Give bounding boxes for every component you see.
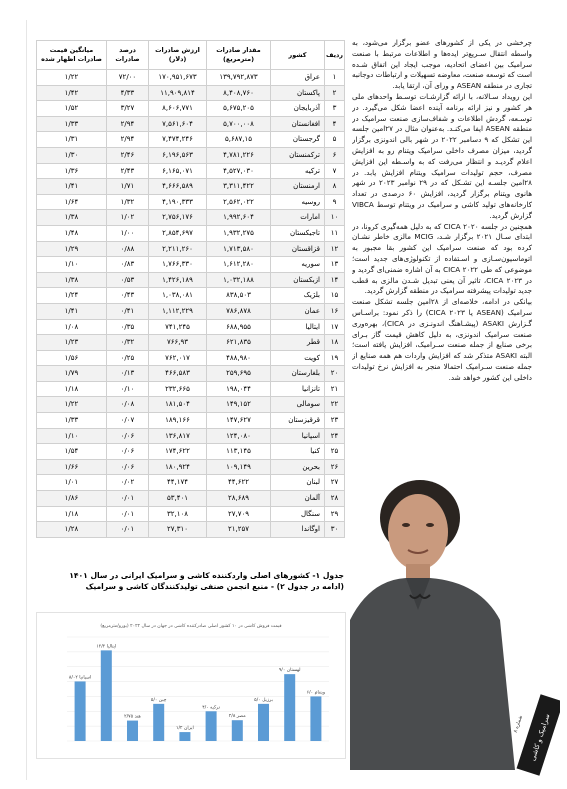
- table-row: [37, 366, 345, 382]
- article-paragraph: این رویداد سـالانه، با ارائه گزارشـات توسـط واحدهای ملی هر کشور و نیز ارائه برنامه آینده اعضا شکل می‌گیرد. در توسـعه، گردش اطلاعات و شفاف‌سازی صنعت سرامیک در منطقه ASEAN ایفا می‌کنـد. به‌عنوان مثال در ۲۷امین جلسه این تشکل که ۹ دسامبر ۲۰۲۲ در شهر بالی اندونزی برگزار گردید، میزان مصرف داخلی سرامیک ویتنام رو به افزایش اعلام گردیـد و انتظار می‌رفت که به واسـطه این افزایش مصرف، حجم تولیدات سرامیک ویتنام افزایش یابد. در ۲۸امین جلسـه این تشـکل که در ۲۹ نوامبر ۲۰۲۳ در شهر هانوی ویتنام برگزار گردید، افزایش ۶۰ درصدی در تعداد کارخانه‌های تولید کاشی و سرامیک در ویتنام توسط VIBCA گزارش گردید.: [352, 91, 532, 220]
- cell-rank: ۴: [325, 116, 345, 132]
- issue-number: شماره ۸: [512, 714, 524, 734]
- cell-value: ۷,۴۷۴,۲۴۶: [149, 132, 207, 148]
- cell-quantity: ۷۸۶,۸۷۸: [207, 303, 271, 319]
- cell-avg-price: ۱/۴۲: [37, 85, 107, 101]
- cell-value: ۴۴,۱۷۴: [149, 475, 207, 491]
- cell-value: ۴,۶۶۶,۵۸۹: [149, 179, 207, 195]
- cell-percent: ۳/۲۷: [107, 101, 149, 117]
- table-row: [37, 459, 345, 475]
- table-row: [37, 179, 345, 195]
- cell-percent: ۷۲/۰۰: [107, 70, 149, 86]
- cell-value: ۲۳۲,۶۶۵: [149, 381, 207, 397]
- cell-quantity: ۱,۰۳۲,۱۸۸: [207, 272, 271, 288]
- cell-value: ۱۷۴,۶۲۲: [149, 444, 207, 460]
- table-caption: [36, 570, 344, 592]
- cell-avg-price: ۱/۰۸: [37, 319, 107, 335]
- cell-percent: ۰/۱۳: [107, 366, 149, 382]
- cell-percent: ۰/۰۸: [107, 397, 149, 413]
- table-header-row: [37, 41, 345, 70]
- cell-rank: ۲۵: [325, 444, 345, 460]
- header-value: ارزش صادرات (دلار): [149, 41, 207, 70]
- cell-quantity: ۵,۷۰۰,۰۰۸: [207, 116, 271, 132]
- cell-avg-price: ۱/۲۹: [37, 241, 107, 257]
- chart-bar: [179, 732, 190, 741]
- cell-country: ایتالیا: [271, 319, 325, 335]
- chart-bar: [310, 696, 321, 741]
- cell-avg-price: ۱/۱۰: [37, 257, 107, 273]
- cell-percent: ۰/۰۶: [107, 428, 149, 444]
- cell-rank: ۹: [325, 194, 345, 210]
- article-paragraph: بیانکی در ادامه، خلاصه‌ای از ۲۸امین جلسه تشکل صنعت سرامیک (ASEAN یا ۲۰۲۳ CICA) را ذکر نمود: براسـاس گـزارش ASAKI (پیشـاهنگ اندونـزی در CICA)، بهره‌وری صنعت سرامیک اندونزی، به دلیل کاهش قیمت گاز بـرای برخی صنایع از جمله صنعت سـرامیک، افزایش یافته است؛ البته ASAKI متذکر شد که افزایش واردات هم همه صنایع از جمله صنعت سـرامیک احتمالا منجر به افزایش نرخ تولیدات داخلی این کشور خواهد شد.: [352, 297, 532, 382]
- cell-percent: ۰/۳۵: [107, 319, 149, 335]
- cell-avg-price: ۱/۴۱: [37, 303, 107, 319]
- cell-country: اوگاندا: [271, 522, 325, 538]
- cell-rank: ۶: [325, 147, 345, 163]
- cell-percent: ۰/۰۶: [107, 459, 149, 475]
- cell-percent: ۲/۴۳: [107, 163, 149, 179]
- cell-rank: ۱۹: [325, 350, 345, 366]
- cell-quantity: ۱,۶۱۲,۲۸۰: [207, 257, 271, 273]
- cell-country: تاجیکستان: [271, 225, 325, 241]
- cell-percent: ۰/۵۳: [107, 272, 149, 288]
- cell-country: عمان: [271, 303, 325, 319]
- cell-percent: ۰/۰۲: [107, 475, 149, 491]
- logo-text: سرامیک و کاشی: [528, 712, 552, 762]
- cell-rank: ۲۱: [325, 381, 345, 397]
- cell-rank: ۲۷: [325, 475, 345, 491]
- cell-rank: ۱۵: [325, 288, 345, 304]
- cell-percent: ۰/۰۱: [107, 522, 149, 538]
- cell-quantity: ۴۴,۶۲۲: [207, 475, 271, 491]
- cell-rank: ۲۸: [325, 491, 345, 507]
- cell-value: ۶,۱۹۶,۵۶۳: [149, 147, 207, 163]
- chart-title: قیمت فروش کاشی در ۱۰ کشور اصلی صادرکننده کاشی در جهان در سال ۲۰۲۲ (یورو/مترمربع): [100, 624, 282, 629]
- cell-country: افغانستان: [271, 116, 325, 132]
- cell-avg-price: ۱/۳۳: [37, 116, 107, 132]
- cell-country: آلمان: [271, 491, 325, 507]
- cell-rank: ۲۴: [325, 428, 345, 444]
- cell-quantity: ۴,۷۸۱,۲۲۶: [207, 147, 271, 163]
- cell-quantity: ۶۸۸,۹۵۵: [207, 319, 271, 335]
- cell-value: ۱,۱۱۲,۲۲۹: [149, 303, 207, 319]
- cell-rank: ۲۰: [325, 366, 345, 382]
- cell-quantity: ۸۳۸,۵۰۳: [207, 288, 271, 304]
- table-row: [37, 70, 345, 86]
- cell-country: پاکستان: [271, 85, 325, 101]
- cell-value: ۶,۱۶۵,۰۷۱: [149, 163, 207, 179]
- cell-percent: ۱/۰۰: [107, 225, 149, 241]
- cell-country: لبنان: [271, 475, 325, 491]
- chart-data-label: ایران ۱/۲: [176, 726, 194, 732]
- chart-bar: [232, 720, 243, 741]
- table-row: [37, 444, 345, 460]
- cell-rank: ۲۲: [325, 397, 345, 413]
- header-avg-price: میانگین قیمت صادرات اظهار شده: [37, 41, 107, 70]
- table-row: [37, 241, 345, 257]
- cell-quantity: ۱۰۹,۱۴۹: [207, 459, 271, 475]
- cell-avg-price: ۱/۱۰: [37, 428, 107, 444]
- chart-bar: [127, 721, 138, 741]
- cell-quantity: ۱۳۹,۷۹۲,۸۷۳: [207, 70, 271, 86]
- table-row: [37, 506, 345, 522]
- cell-value: ۷۴۱,۲۴۵: [149, 319, 207, 335]
- cell-avg-price: ۱/۳۶: [37, 163, 107, 179]
- cell-country: روسیه: [271, 194, 325, 210]
- cell-percent: ۰/۰۱: [107, 491, 149, 507]
- cell-value: ۷۶۶,۹۳: [149, 335, 207, 351]
- cell-percent: ۰/۴۱: [107, 303, 149, 319]
- cell-quantity: ۱۱۳,۱۴۵: [207, 444, 271, 460]
- article-body: [352, 38, 532, 538]
- article-paragraph: چرخشی در یکی از کشورهای عضو برگزار می‌شود، به واسطه انتقال سـریع‌تر ایده‌ها و اطلاعات مرتبط با صنعت سرامیک بین اعضای اتحادیه، موجب ایجاد این اتفاق شـده است که توسعه صنعت، معاوضه تسهیلات و ارتباطات دوجانبه تجاری در منطقه ASEAN و ورای آن، ارتقا یابد.: [352, 38, 532, 91]
- price-chart: [36, 612, 346, 759]
- chart-data-label: ترکیه ۴/۰: [202, 705, 220, 711]
- export-table: [36, 40, 345, 538]
- table-row: [37, 225, 345, 241]
- cell-value: ۲,۷۵۶,۱۷۶: [149, 210, 207, 226]
- cell-avg-price: ۱/۲۳: [37, 335, 107, 351]
- cell-quantity: ۲۵۹,۶۹۵: [207, 366, 271, 382]
- cell-rank: ۲۳: [325, 413, 345, 429]
- table-row: [37, 397, 345, 413]
- cell-avg-price: ۱/۸۶: [37, 491, 107, 507]
- cell-percent: ۰/۲۵: [107, 350, 149, 366]
- cell-country: سنگال: [271, 506, 325, 522]
- header-rank: ردیف: [325, 41, 345, 70]
- cell-avg-price: ۱/۱۸: [37, 506, 107, 522]
- cell-quantity: ۴,۵۲۷,۰۳۰: [207, 163, 271, 179]
- cell-quantity: ۲۷,۷۰۹: [207, 506, 271, 522]
- cell-percent: ۰/۳۲: [107, 335, 149, 351]
- header-country: کشور: [271, 41, 325, 70]
- cell-avg-price: ۱/۲۲: [37, 70, 107, 86]
- cell-rank: ۸: [325, 179, 345, 195]
- chart-data-label: هند ۲/۷۵: [124, 714, 141, 720]
- cell-rank: ۲۹: [325, 506, 345, 522]
- cell-country: سومالی: [271, 397, 325, 413]
- cell-quantity: ۲۱,۲۵۷: [207, 522, 271, 538]
- export-table-container: [36, 40, 344, 538]
- cell-percent: ۰/۰۶: [107, 444, 149, 460]
- cell-country: گرجستان: [271, 132, 325, 148]
- cell-percent: ۰/۸۳: [107, 257, 149, 273]
- table-row: [37, 210, 345, 226]
- table-row: [37, 288, 345, 304]
- chart-data-label: چین ۵/۰: [150, 697, 167, 703]
- cell-avg-price: ۱/۴۱: [37, 179, 107, 195]
- header-percent: درصد صادرات: [107, 41, 149, 70]
- table-row: [37, 147, 345, 163]
- cell-value: ۱۱,۹۰۹,۸۱۴: [149, 85, 207, 101]
- cell-country: کنیا: [271, 444, 325, 460]
- cell-rank: ۱۱: [325, 225, 345, 241]
- chart-data-label: برزیل ۵/۰: [254, 697, 273, 703]
- cell-quantity: ۱,۷۱۳,۵۸۰: [207, 241, 271, 257]
- cell-country: اسپانیا: [271, 428, 325, 444]
- cell-avg-price: ۱/۲۴: [37, 288, 107, 304]
- chart-data-label: ایتالیا ۱۲/۲: [96, 644, 117, 650]
- cell-avg-price: ۱/۳۸: [37, 210, 107, 226]
- cell-avg-price: ۱/۷۹: [37, 366, 107, 382]
- cell-value: ۷,۵۶۱,۶۰۴: [149, 116, 207, 132]
- margin-rule: [26, 20, 27, 780]
- caption-line-1: جدول ۱- کشورهای اصلی واردکننده کاشی و سرامیک ایرانی در سال ۱۴۰۱: [69, 571, 344, 580]
- cell-country: بلژیک: [271, 288, 325, 304]
- cell-value: ۱۸۹,۱۶۶: [149, 413, 207, 429]
- cell-rank: ۵: [325, 132, 345, 148]
- cell-country: قزاقستان: [271, 241, 325, 257]
- cell-avg-price: ۱/۵۲: [37, 101, 107, 117]
- table-row: [37, 350, 345, 366]
- cell-avg-price: ۱/۳۳: [37, 413, 107, 429]
- cell-percent: ۰/۱۰: [107, 381, 149, 397]
- cell-rank: ۱۳: [325, 257, 345, 273]
- table-row: [37, 85, 345, 101]
- table-row: [37, 428, 345, 444]
- table-row: [37, 303, 345, 319]
- cell-rank: ۱۸: [325, 335, 345, 351]
- table-row: [37, 194, 345, 210]
- chart-data-label: ویتنام ۶/۰: [306, 690, 326, 696]
- cell-quantity: ۲۸,۶۸۹: [207, 491, 271, 507]
- cell-country: قرقیزستان: [271, 413, 325, 429]
- chart-bar: [75, 681, 86, 741]
- cell-rank: ۳۰: [325, 522, 345, 538]
- cell-quantity: ۴۸۸,۹۸۰: [207, 350, 271, 366]
- chart-bar: [101, 650, 112, 741]
- table-row: [37, 163, 345, 179]
- cell-country: آذربایجان: [271, 101, 325, 117]
- article-paragraph: همچنین در جلسه ۲۰۲۰ CICA که به دلیل همه‌گیری کرونا، در ابتدای سـال ۲۰۲۱ برگزار شـد، MCIG مالزی خاطر نشـان کرده بود که صنعت سرامیک این کشور بقا مجبور به اتوماسیون‌سـازی و اسـتفاده از تکنولوژی‌های جدید است؛ موضوعی که طی ۲۰۲۲ CICA به آن اشاره ضمنی‌ای گردید و در ۲۰۲۳ CICA، تاثیر آن یعنی تبدیل شـدن مالزی به قطب جدید تولیدات پیشرفته سرامیک در منطقه گزارش گردید.: [352, 221, 532, 296]
- cell-quantity: ۵,۶۸۷,۱۵: [207, 132, 271, 148]
- cell-avg-price: ۱/۴۸: [37, 225, 107, 241]
- magazine-logo: [512, 690, 560, 780]
- chart-data-label: اسپانیا ۸/۰۲: [68, 675, 92, 681]
- cell-avg-price: ۱/۳۸: [37, 272, 107, 288]
- cell-value: ۱۷۰,۹۵۱,۶۷۳: [149, 70, 207, 86]
- table-row: [37, 257, 345, 273]
- cell-percent: ۲/۴۶: [107, 147, 149, 163]
- cell-percent: ۲/۹۴: [107, 132, 149, 148]
- table-row: [37, 381, 345, 397]
- cell-quantity: ۱۴۷,۶۲۷: [207, 413, 271, 429]
- chart-data-label: لهستان ۹/۰: [278, 668, 301, 674]
- cell-rank: ۳: [325, 101, 345, 117]
- cell-percent: ۰/۰۱: [107, 506, 149, 522]
- cell-quantity: ۱۴۹,۱۵۲: [207, 397, 271, 413]
- cell-value: ۱,۷۶۶,۳۳۰: [149, 257, 207, 273]
- cell-country: کویت: [271, 350, 325, 366]
- header-quantity: مقدار صادرات (مترمربع): [207, 41, 271, 70]
- cell-rank: ۷: [325, 163, 345, 179]
- cell-quantity: ۳,۳۱۱,۴۲۲: [207, 179, 271, 195]
- cell-rank: ۱۲: [325, 241, 345, 257]
- cell-value: ۱,۴۲۶,۱۸۹: [149, 272, 207, 288]
- cell-value: ۲۷,۳۱۰: [149, 522, 207, 538]
- chart-data-label: مصر ۲/۸: [228, 714, 246, 720]
- cell-value: ۴,۱۹۰,۳۳۳: [149, 194, 207, 210]
- cell-avg-price: ۱/۱۸: [37, 381, 107, 397]
- cell-percent: ۱/۰۲: [107, 210, 149, 226]
- cell-country: بلغارستان: [271, 366, 325, 382]
- chart-bar: [206, 711, 217, 741]
- cell-avg-price: ۱/۰۱: [37, 475, 107, 491]
- cell-quantity: ۱۹۸,۰۴۴: [207, 381, 271, 397]
- table-row: [37, 272, 345, 288]
- cell-value: ۱,۰۳۸,۰۸۱: [149, 288, 207, 304]
- cell-country: ارمنستان: [271, 179, 325, 195]
- cell-percent: ۰/۴۳: [107, 288, 149, 304]
- cell-avg-price: ۱/۵۶: [37, 350, 107, 366]
- cell-percent: ۴/۳۳: [107, 85, 149, 101]
- table-row: [37, 116, 345, 132]
- cell-percent: ۱/۳۲: [107, 194, 149, 210]
- cell-avg-price: ۱/۳۱: [37, 132, 107, 148]
- cell-value: ۳۲,۱۰۸: [149, 506, 207, 522]
- table-row: [37, 319, 345, 335]
- cell-avg-price: ۱/۲۲: [37, 397, 107, 413]
- cell-rank: ۲۶: [325, 459, 345, 475]
- chart-bar: [153, 704, 164, 741]
- cell-value: ۷۶۲,۰۱۷: [149, 350, 207, 366]
- cell-percent: ۲/۹۴: [107, 116, 149, 132]
- table-row: [37, 335, 345, 351]
- cell-percent: ۰/۰۷: [107, 413, 149, 429]
- cell-avg-price: ۱/۲۸: [37, 522, 107, 538]
- table-row: [37, 101, 345, 117]
- table-row: [37, 522, 345, 538]
- caption-line-2: (ادامه در جدول ۲) - منبع انجمن صنفی تولیدکنندگان کاشی و سرامیک: [85, 582, 344, 591]
- cell-country: ترکیه: [271, 163, 325, 179]
- cell-rank: ۱: [325, 70, 345, 86]
- table-row: [37, 132, 345, 148]
- cell-rank: ۱۰: [325, 210, 345, 226]
- cell-value: ۱۳۶,۸۱۷: [149, 428, 207, 444]
- cell-avg-price: ۱/۵۴: [37, 444, 107, 460]
- chart-svg: [37, 613, 345, 758]
- page-number: ۷۰: [545, 768, 555, 776]
- cell-quantity: ۲,۵۶۲,۰۲۲: [207, 194, 271, 210]
- cell-avg-price: ۱/۳۰: [37, 147, 107, 163]
- cell-value: ۴۶۶,۵۸۳: [149, 366, 207, 382]
- cell-country: سوریه: [271, 257, 325, 273]
- cell-value: ۱۸۱,۵۰۴: [149, 397, 207, 413]
- table-row: [37, 491, 345, 507]
- table-row: [37, 475, 345, 491]
- cell-rank: ۱۴: [325, 272, 345, 288]
- table-body: [37, 70, 345, 538]
- cell-avg-price: ۱/۶۴: [37, 194, 107, 210]
- cell-value: ۲,۲۱۱,۲۶۰: [149, 241, 207, 257]
- cell-country: امارات: [271, 210, 325, 226]
- cell-country: ترکمنستان: [271, 147, 325, 163]
- cell-country: عراق: [271, 70, 325, 86]
- chart-bar: [284, 674, 295, 741]
- cell-rank: ۱۶: [325, 303, 345, 319]
- cell-percent: ۱/۷۱: [107, 179, 149, 195]
- cell-rank: ۱۷: [325, 319, 345, 335]
- cell-country: ازبکستان: [271, 272, 325, 288]
- cell-quantity: ۱,۹۳۲,۲۷۵: [207, 225, 271, 241]
- cell-quantity: ۶۲۱,۸۳۵: [207, 335, 271, 351]
- cell-quantity: ۵,۶۷۵,۲۰۵: [207, 101, 271, 117]
- cell-value: ۱۸۰,۹۲۴: [149, 459, 207, 475]
- cell-quantity: ۸,۴۰۸,۷۶۰: [207, 85, 271, 101]
- cell-value: ۵۳,۴۰۱: [149, 491, 207, 507]
- cell-avg-price: ۱/۶۶: [37, 459, 107, 475]
- cell-country: بحرین: [271, 459, 325, 475]
- cell-quantity: ۱۲۴,۰۸۰: [207, 428, 271, 444]
- cell-value: ۸,۶۰۶,۷۷۱: [149, 101, 207, 117]
- cell-percent: ۰/۸۸: [107, 241, 149, 257]
- cell-value: ۲,۸۵۴,۶۹۷: [149, 225, 207, 241]
- chart-bar: [258, 704, 269, 741]
- cell-country: تانزانیا: [271, 381, 325, 397]
- cell-country: قطر: [271, 335, 325, 351]
- cell-rank: ۲: [325, 85, 345, 101]
- table-row: [37, 413, 345, 429]
- cell-quantity: ۱,۹۹۲,۶۰۴: [207, 210, 271, 226]
